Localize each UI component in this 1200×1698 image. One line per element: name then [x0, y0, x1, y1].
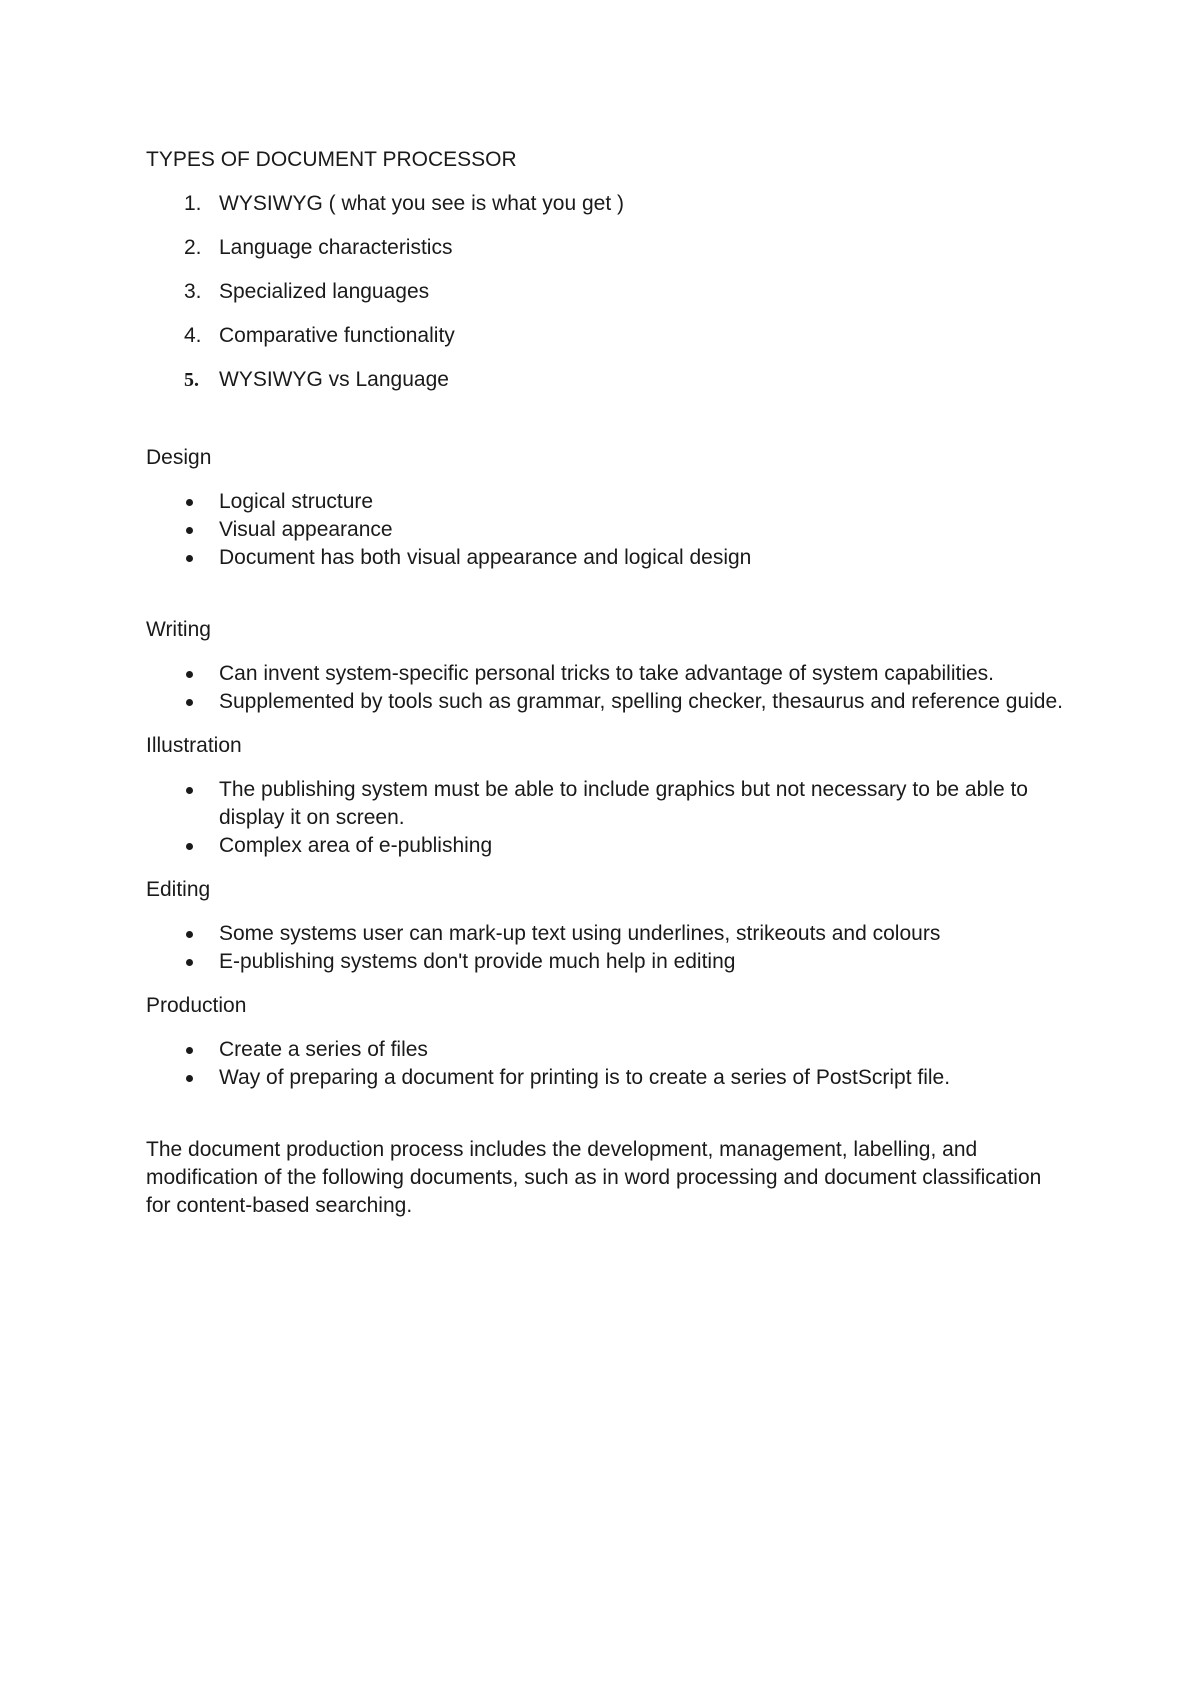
- list-number: 1.: [184, 192, 202, 215]
- bullet-icon: [186, 843, 193, 850]
- list-item: [146, 688, 1066, 716]
- list-number: 2.: [184, 236, 202, 259]
- section-heading-production: Production: [146, 994, 247, 1017]
- list-item-text: The publishing system must be able to include graphics but not necessary to be able to display it on screen.: [219, 778, 1028, 829]
- list-item-text: Document has both visual appearance and logical design: [219, 546, 752, 569]
- bullet-icon: [186, 527, 193, 534]
- list-item-text: Comparative functionality: [219, 324, 455, 347]
- writing-list: [146, 660, 1066, 716]
- bullet-icon: [186, 1047, 193, 1054]
- types-list: [146, 190, 1066, 394]
- bullet-icon: [186, 787, 193, 794]
- list-item-text: Logical structure: [219, 490, 374, 513]
- list-item: [146, 920, 1066, 948]
- document-page: [146, 146, 1066, 1220]
- list-item: [146, 234, 1066, 262]
- list-item-text: Supplemented by tools such as grammar, spelling checker, thesaurus and reference guide.: [219, 690, 1063, 713]
- bullet-icon: [186, 959, 193, 966]
- list-item: [146, 832, 1066, 860]
- bullet-icon: [186, 1075, 193, 1082]
- list-item-text: Way of preparing a document for printing is to create a series of PostScript file.: [219, 1066, 951, 1089]
- closing-paragraph: The document production process includes the development, management, labelling, and modification of the following documents, such as in word processing and document classification for content-based searching.: [146, 1138, 1042, 1217]
- bullet-icon: [186, 931, 193, 938]
- list-item-text: Visual appearance: [219, 518, 393, 541]
- list-item: [146, 660, 1066, 688]
- list-item: [146, 366, 1066, 394]
- list-item-text: Can invent system-specific personal tricks to take advantage of system capabilities.: [219, 662, 995, 685]
- list-item: [146, 322, 1066, 350]
- section-heading-illustration: Illustration: [146, 734, 242, 757]
- list-item: [146, 948, 1066, 976]
- production-list: [146, 1036, 1066, 1092]
- list-item-text: Some systems user can mark-up text using underlines, strikeouts and colours: [219, 922, 941, 945]
- section-heading-writing: Writing: [146, 618, 211, 641]
- list-item-text: WYSIWYG vs Language: [219, 368, 449, 391]
- editing-list: [146, 920, 1066, 976]
- list-item: [146, 1036, 1066, 1064]
- list-item: [146, 516, 1066, 544]
- list-item: [146, 278, 1066, 306]
- list-item-text: E-publishing systems don't provide much help in editing: [219, 950, 736, 973]
- list-item-text: Specialized languages: [219, 280, 430, 303]
- list-item: [146, 1064, 1066, 1092]
- list-item-text: WYSIWYG ( what you see is what you get ): [219, 192, 624, 215]
- list-item: [146, 776, 1066, 832]
- section-heading-design: Design: [146, 446, 212, 469]
- list-item-text: Create a series of files: [219, 1038, 428, 1061]
- illustration-list: [146, 776, 1066, 860]
- list-item: [146, 488, 1066, 516]
- list-number: 5.: [184, 369, 199, 391]
- section-heading-editing: Editing: [146, 878, 211, 901]
- list-item: [146, 544, 1066, 572]
- bullet-icon: [186, 499, 193, 506]
- list-item-text: Complex area of e-publishing: [219, 834, 493, 857]
- design-list: [146, 488, 1066, 572]
- list-item-text: Language characteristics: [219, 236, 453, 259]
- list-number: 3.: [184, 280, 202, 303]
- document-title: TYPES OF DOCUMENT PROCESSOR: [146, 148, 517, 171]
- list-item: [146, 190, 1066, 218]
- bullet-icon: [186, 671, 193, 678]
- bullet-icon: [186, 555, 193, 562]
- bullet-icon: [186, 699, 193, 706]
- list-number: 4.: [184, 324, 202, 347]
